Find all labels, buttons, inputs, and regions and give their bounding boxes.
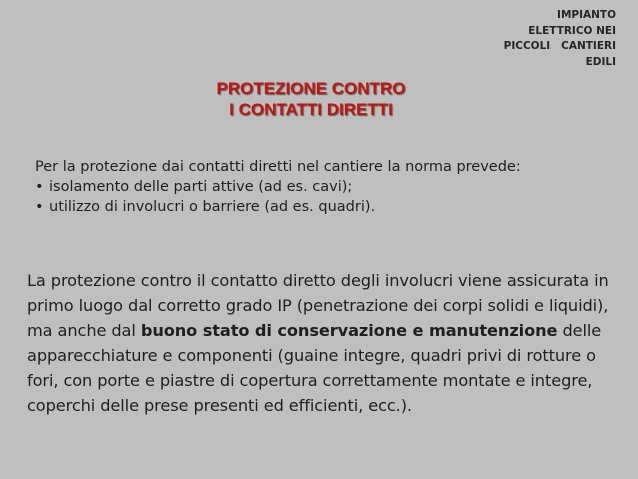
list-item-text: utilizzo di involucri o barriere (ad es. quadri). — [49, 199, 376, 215]
bullet-icon: • — [35, 199, 44, 215]
slide-title-line-1: PROTEZIONE CONTRO — [216, 79, 406, 98]
intro-bullet-list — [35, 177, 630, 217]
body-text-part-2: delle apparecchiature e componenti (guaine integre, quadri privi di rotture o fori, con porte e piastre di copertura correttamente montate e integre, coperchi delle prese presenti ed efficienti, ecc.). — [27, 321, 602, 415]
body-text-emphasis: buono stato di conservazione e manutenzione — [140, 321, 558, 340]
list-item-text: isolamento delle parti attive (ad es. cavi); — [49, 179, 353, 195]
intro-section — [35, 157, 630, 217]
course-title-line: PICCOLI CANTIERI — [503, 40, 616, 52]
list-item — [35, 197, 630, 217]
body-paragraph — [27, 268, 627, 418]
course-title-line: EDILI — [585, 55, 616, 68]
list-item — [35, 177, 630, 197]
body-text-part-1: La protezione contro il contatto diretto degli involucri viene assicurata in primo luogo dal corretto grado IP (penetrazione dei corpi solidi e liquidi), ma anche dal — [27, 271, 609, 340]
course-title — [416, 8, 616, 70]
slide-title — [196, 78, 426, 120]
course-title-line: ELETTRICO NEI — [528, 24, 616, 37]
bullet-icon: • — [35, 179, 44, 195]
intro-lead: Per la protezione dai contatti diretti nel cantiere la norma prevede: — [35, 159, 521, 175]
course-title-line: IMPIANTO — [557, 9, 616, 21]
slide-title-line-2: I CONTATTI DIRETTI — [229, 100, 393, 119]
